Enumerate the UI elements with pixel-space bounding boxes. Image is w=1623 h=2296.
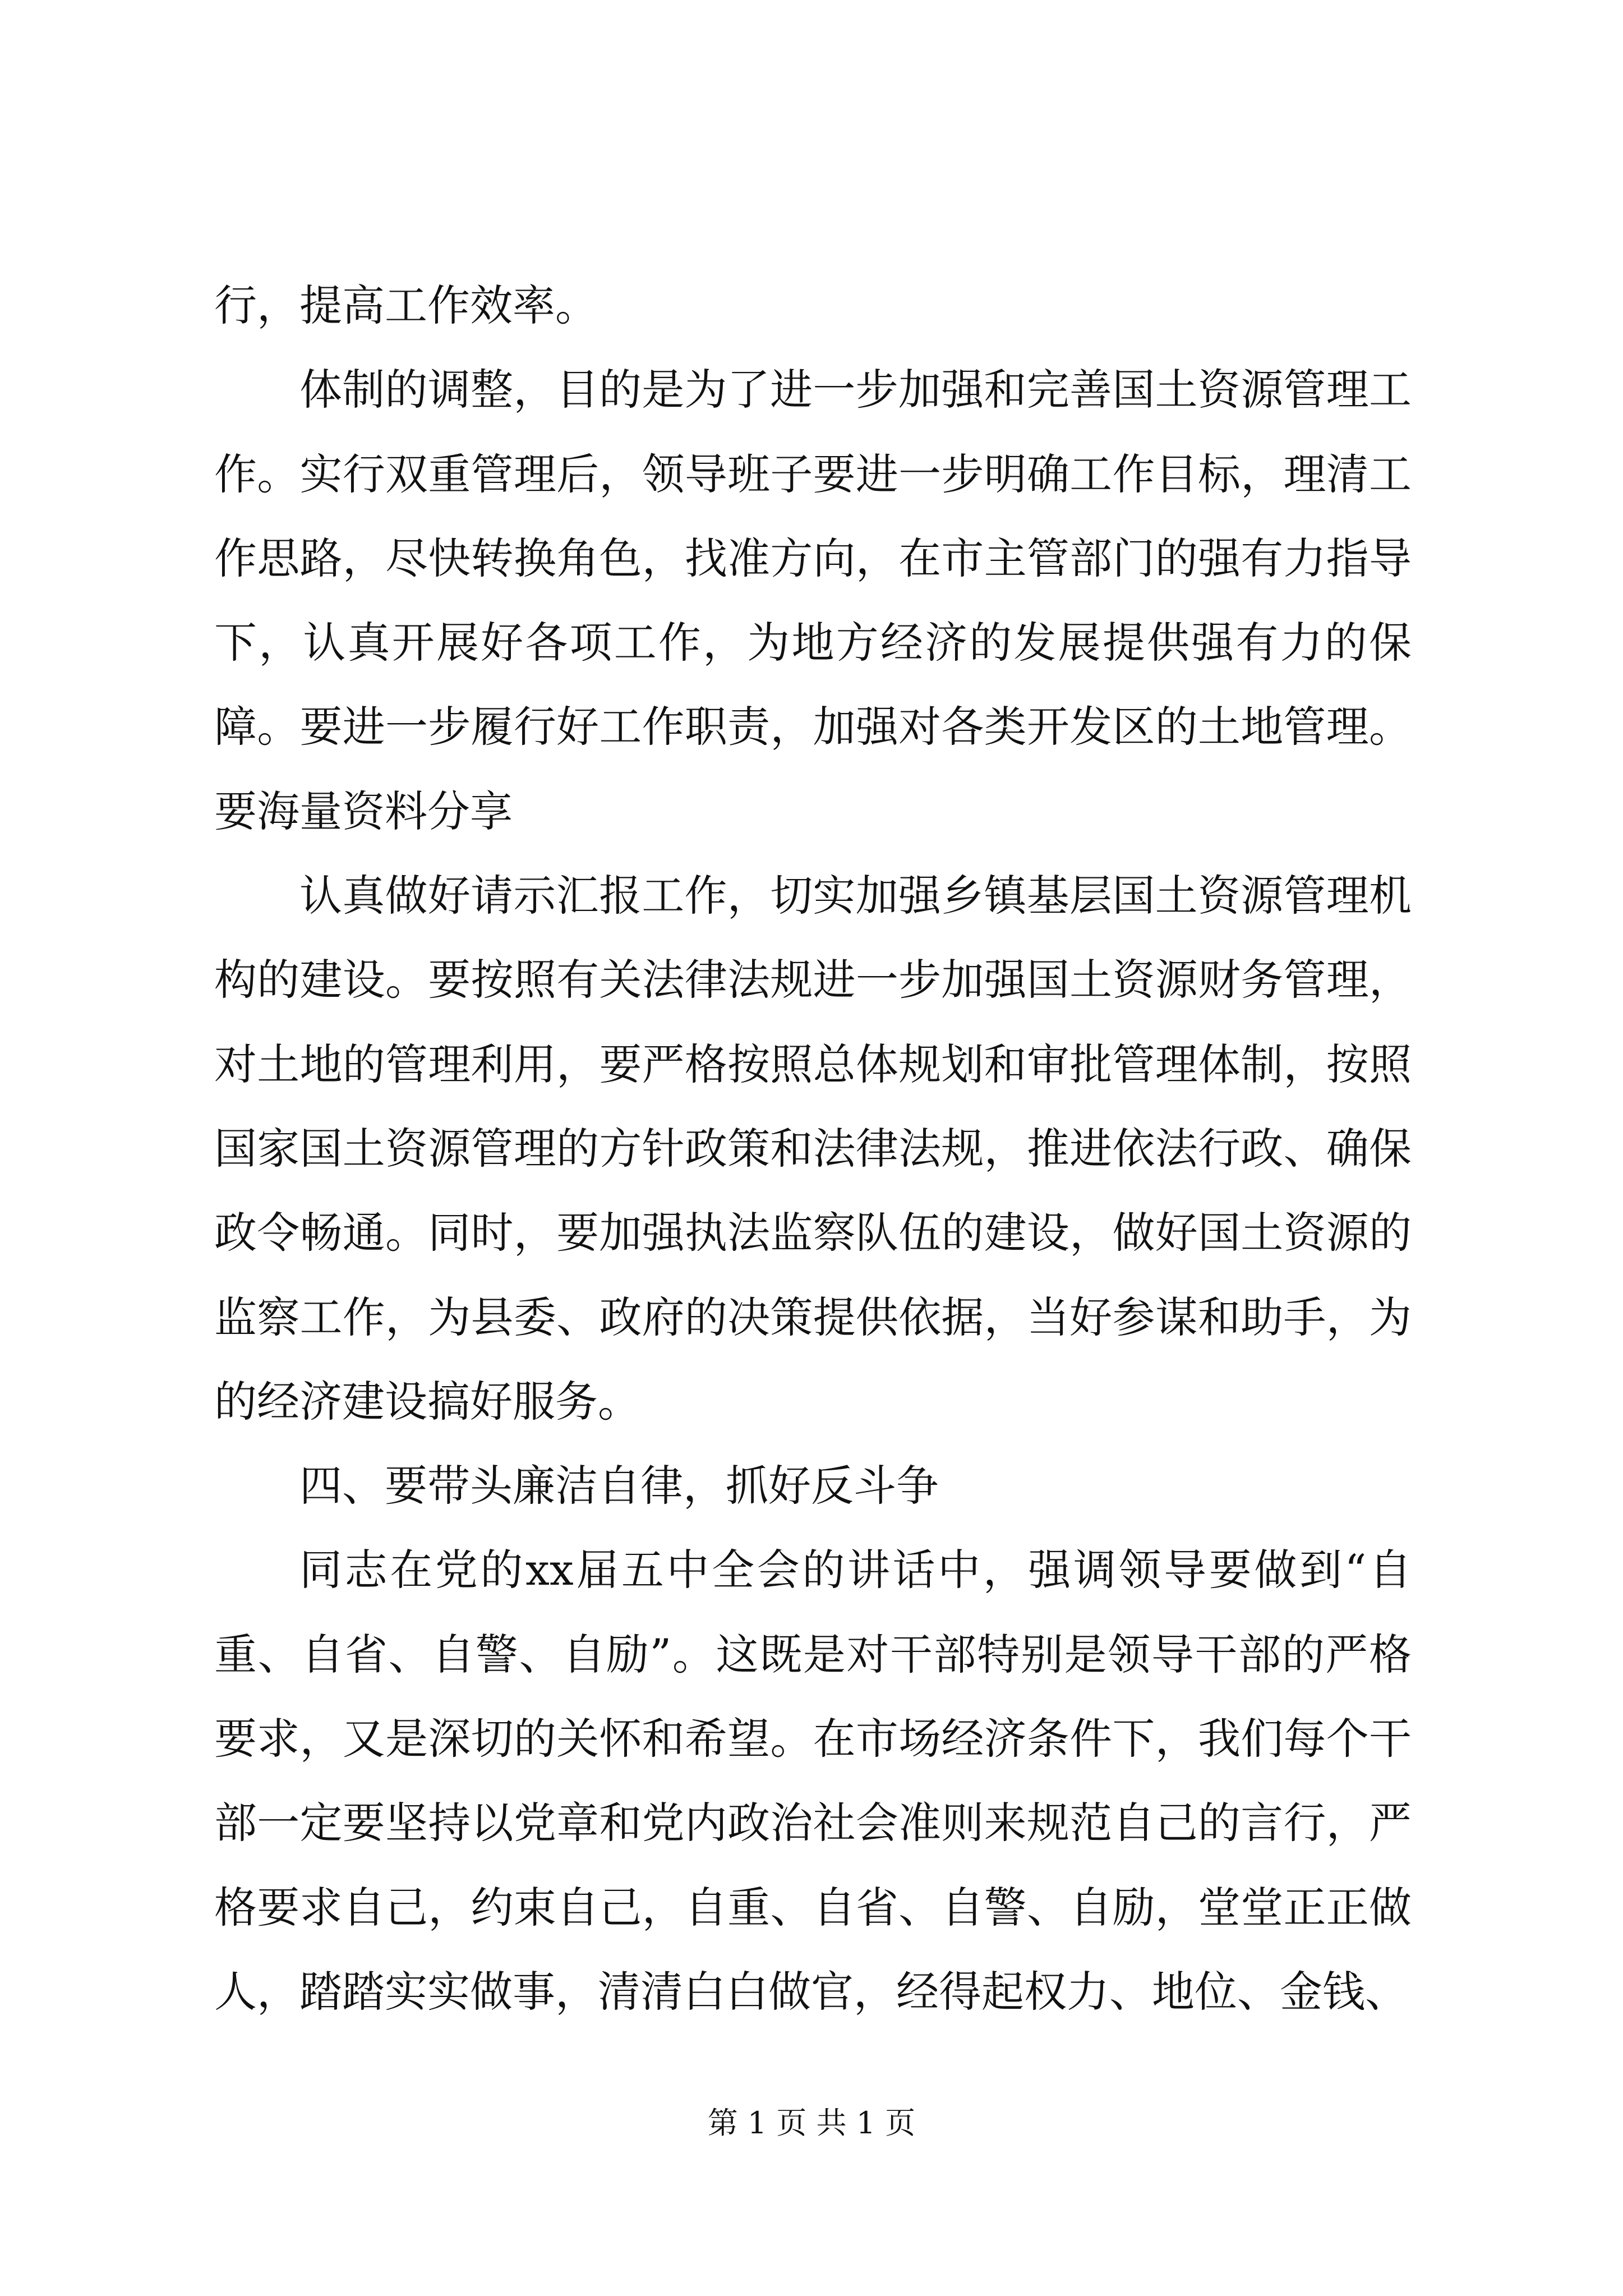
page-number-footer: 第 1 页 共 1 页: [707, 2105, 916, 2141]
paragraph-1: 行，提高工作效率。: [214, 280, 598, 330]
section-heading: 四、要带头廉洁自律，抓好反斗争: [299, 1461, 939, 1511]
paragraph-2: 体制的调整，目的是为了进一步加强和完善国土资源管理工作。实行双重管理后，领导班子要进一步明确工作目标，理清工作思路，尽快转换角色，找准方向，在市主管部门的强有力指导下，认真开展好各项工作，为地方经济的发展提供强有力的保障。要进一步履行好工作职责，加强对各类开发区的土地管理。要海量资料分享: [214, 365, 1412, 836]
document-body: [214, 264, 1412, 2034]
paragraph-4: 同志在党的xx届五中全会的讲话中，强调领导要做到“自重、自省、自警、自励”。这既是对干部特别是领导干部的严格要求，又是深切的关怀和希望。在市场经济条件下，我们每个干部一定要坚持以党章和党内政治社会准则来规范自己的言行，严格要求自己，约束自己，自重、自省、自警、自励，堂堂正正做人，踏踏实实做事，清清白白做官，经得起权力、地位、金钱、: [214, 1545, 1412, 2017]
paragraph-3: 认真做好请示汇报工作，切实加强乡镇基层国土资源管理机构的建设。要按照有关法律法规进一步加强国土资源财务管理，对土地的管理利用，要严格按照总体规划和审批管理体制，按照国家国土资源管理的方针政策和法律法规，推进依法行政、确保政令畅通。同时，要加强执法监察队伍的建设，做好国土资源的监察工作，为县委、政府的决策提供依据，当好参谋和助手，为的经济建设搞好服务。: [214, 871, 1412, 1427]
